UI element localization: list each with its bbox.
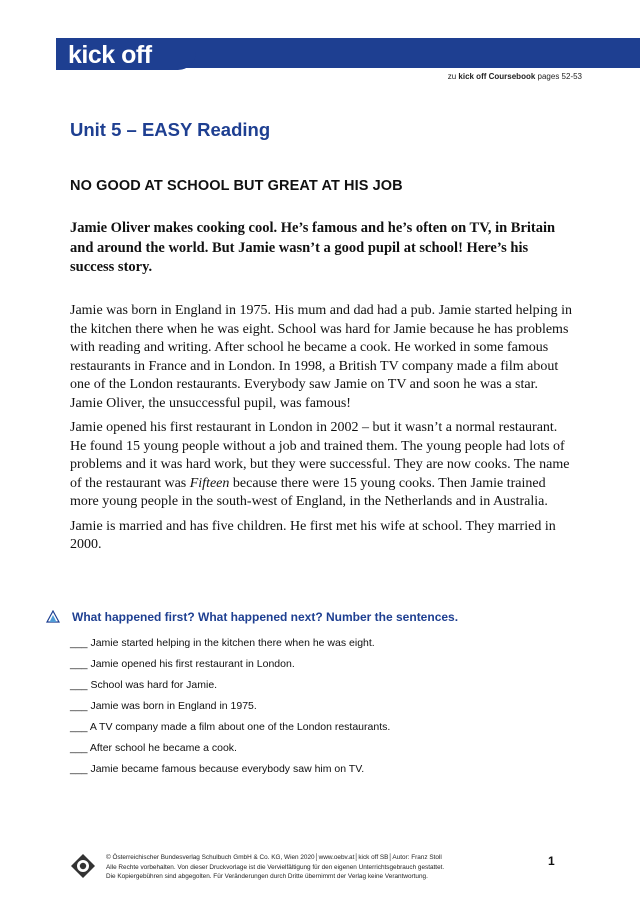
exercise-instructions: What happened first? What happened next? Number the sentences. — [72, 610, 459, 624]
footer — [70, 853, 590, 882]
restaurant-name: Fifteen — [189, 475, 230, 491]
list-item[interactable]: ___ A TV company made a film about one of the London restaurants. — [70, 721, 391, 733]
number-blank[interactable]: ___ — [70, 679, 88, 691]
article-lead: Jamie Oliver makes cooking cool. He’s famous and he’s often on TV, in Britain and around the world. But Jamie wasn’t a good pupil at school! Here’s his success story. — [70, 220, 556, 275]
number-blank[interactable]: ___ — [70, 700, 88, 712]
page-number: 1 — [548, 854, 555, 868]
article-body — [70, 302, 574, 561]
list-item[interactable]: ___ Jamie was born in England in 1975. — [70, 700, 257, 712]
publisher-logo-icon — [70, 853, 96, 879]
list-item[interactable]: ___ After school he became a cook. — [70, 742, 237, 754]
number-blank[interactable]: ___ — [70, 721, 88, 733]
list-item[interactable]: ___ School was hard for Jamie. — [70, 679, 218, 691]
number-blank[interactable]: ___ — [70, 637, 88, 649]
number-blank[interactable]: ___ — [70, 658, 88, 670]
unit-title: Unit 5 – EASY Reading — [70, 119, 271, 140]
paragraph-2: Jamie opened his first restaurant in London in 2002 – but it wasn’t a normal restaurant. He found 15 young people without a job and trained them. The young people had lots of problems and it was hard work, but they were successful. They are now cooks. The name of the restaurant was Fifteen because there were 15 young cooks. Then Jamie trained more young people in the south-west of England, in the Netherlands and in Australia. — [70, 420, 570, 509]
copyright-text: © Österreichischer Bundesverlag Schulbuch GmbH & Co. KG, Wien 2020│www.oebv.at│kick off SB│Autor: Franz Stoll Alle Rechte vorbehalten. Von dieser Druckvorlage ist die Vervielfältigung für den eigenen Unterrichtsgebrauch gestattet. Die Kopiergebühren sind abgegolten. Für Veränderungen durch Dritte übernimmt der Verlag keine Verantwortung. — [106, 854, 445, 881]
list-item[interactable]: ___ Jamie became famous because everybody saw him on TV. — [70, 763, 365, 775]
easy-level-icon — [46, 610, 60, 624]
number-blank[interactable]: ___ — [70, 742, 88, 754]
kick-off-logo: kick off — [68, 41, 152, 69]
list-item[interactable]: ___ Jamie started helping in the kitchen there when he was eight. — [70, 637, 375, 649]
number-blank[interactable]: ___ — [70, 763, 88, 775]
exercise — [46, 610, 606, 781]
paragraph-3: Jamie is married and has five children. He first met his wife at school. They married in 2000. — [70, 518, 556, 552]
list-item[interactable]: ___ Jamie opened his first restaurant in London. — [70, 658, 295, 670]
article-headline: NO GOOD AT SCHOOL BUT GREAT AT HIS JOB — [70, 178, 403, 194]
paragraph-1: Jamie was born in England in 1975. His mum and dad had a pub. Jamie started helping in the kitchen there when he was eight. School was hard for Jamie because he has problems with reading and writing. After school he became a cook. He worked in some famous restaurants in France and in London. In 1998, a British TV company made a film about one of the London restaurants. Everybody saw Jamie on TV and soon he was a star. Jamie Oliver, the unsuccessful pupil, was famous! — [70, 303, 572, 411]
coursebook-reference: zu kick off Coursebook pages 52-53 — [447, 72, 582, 81]
sentence-list — [70, 634, 606, 781]
